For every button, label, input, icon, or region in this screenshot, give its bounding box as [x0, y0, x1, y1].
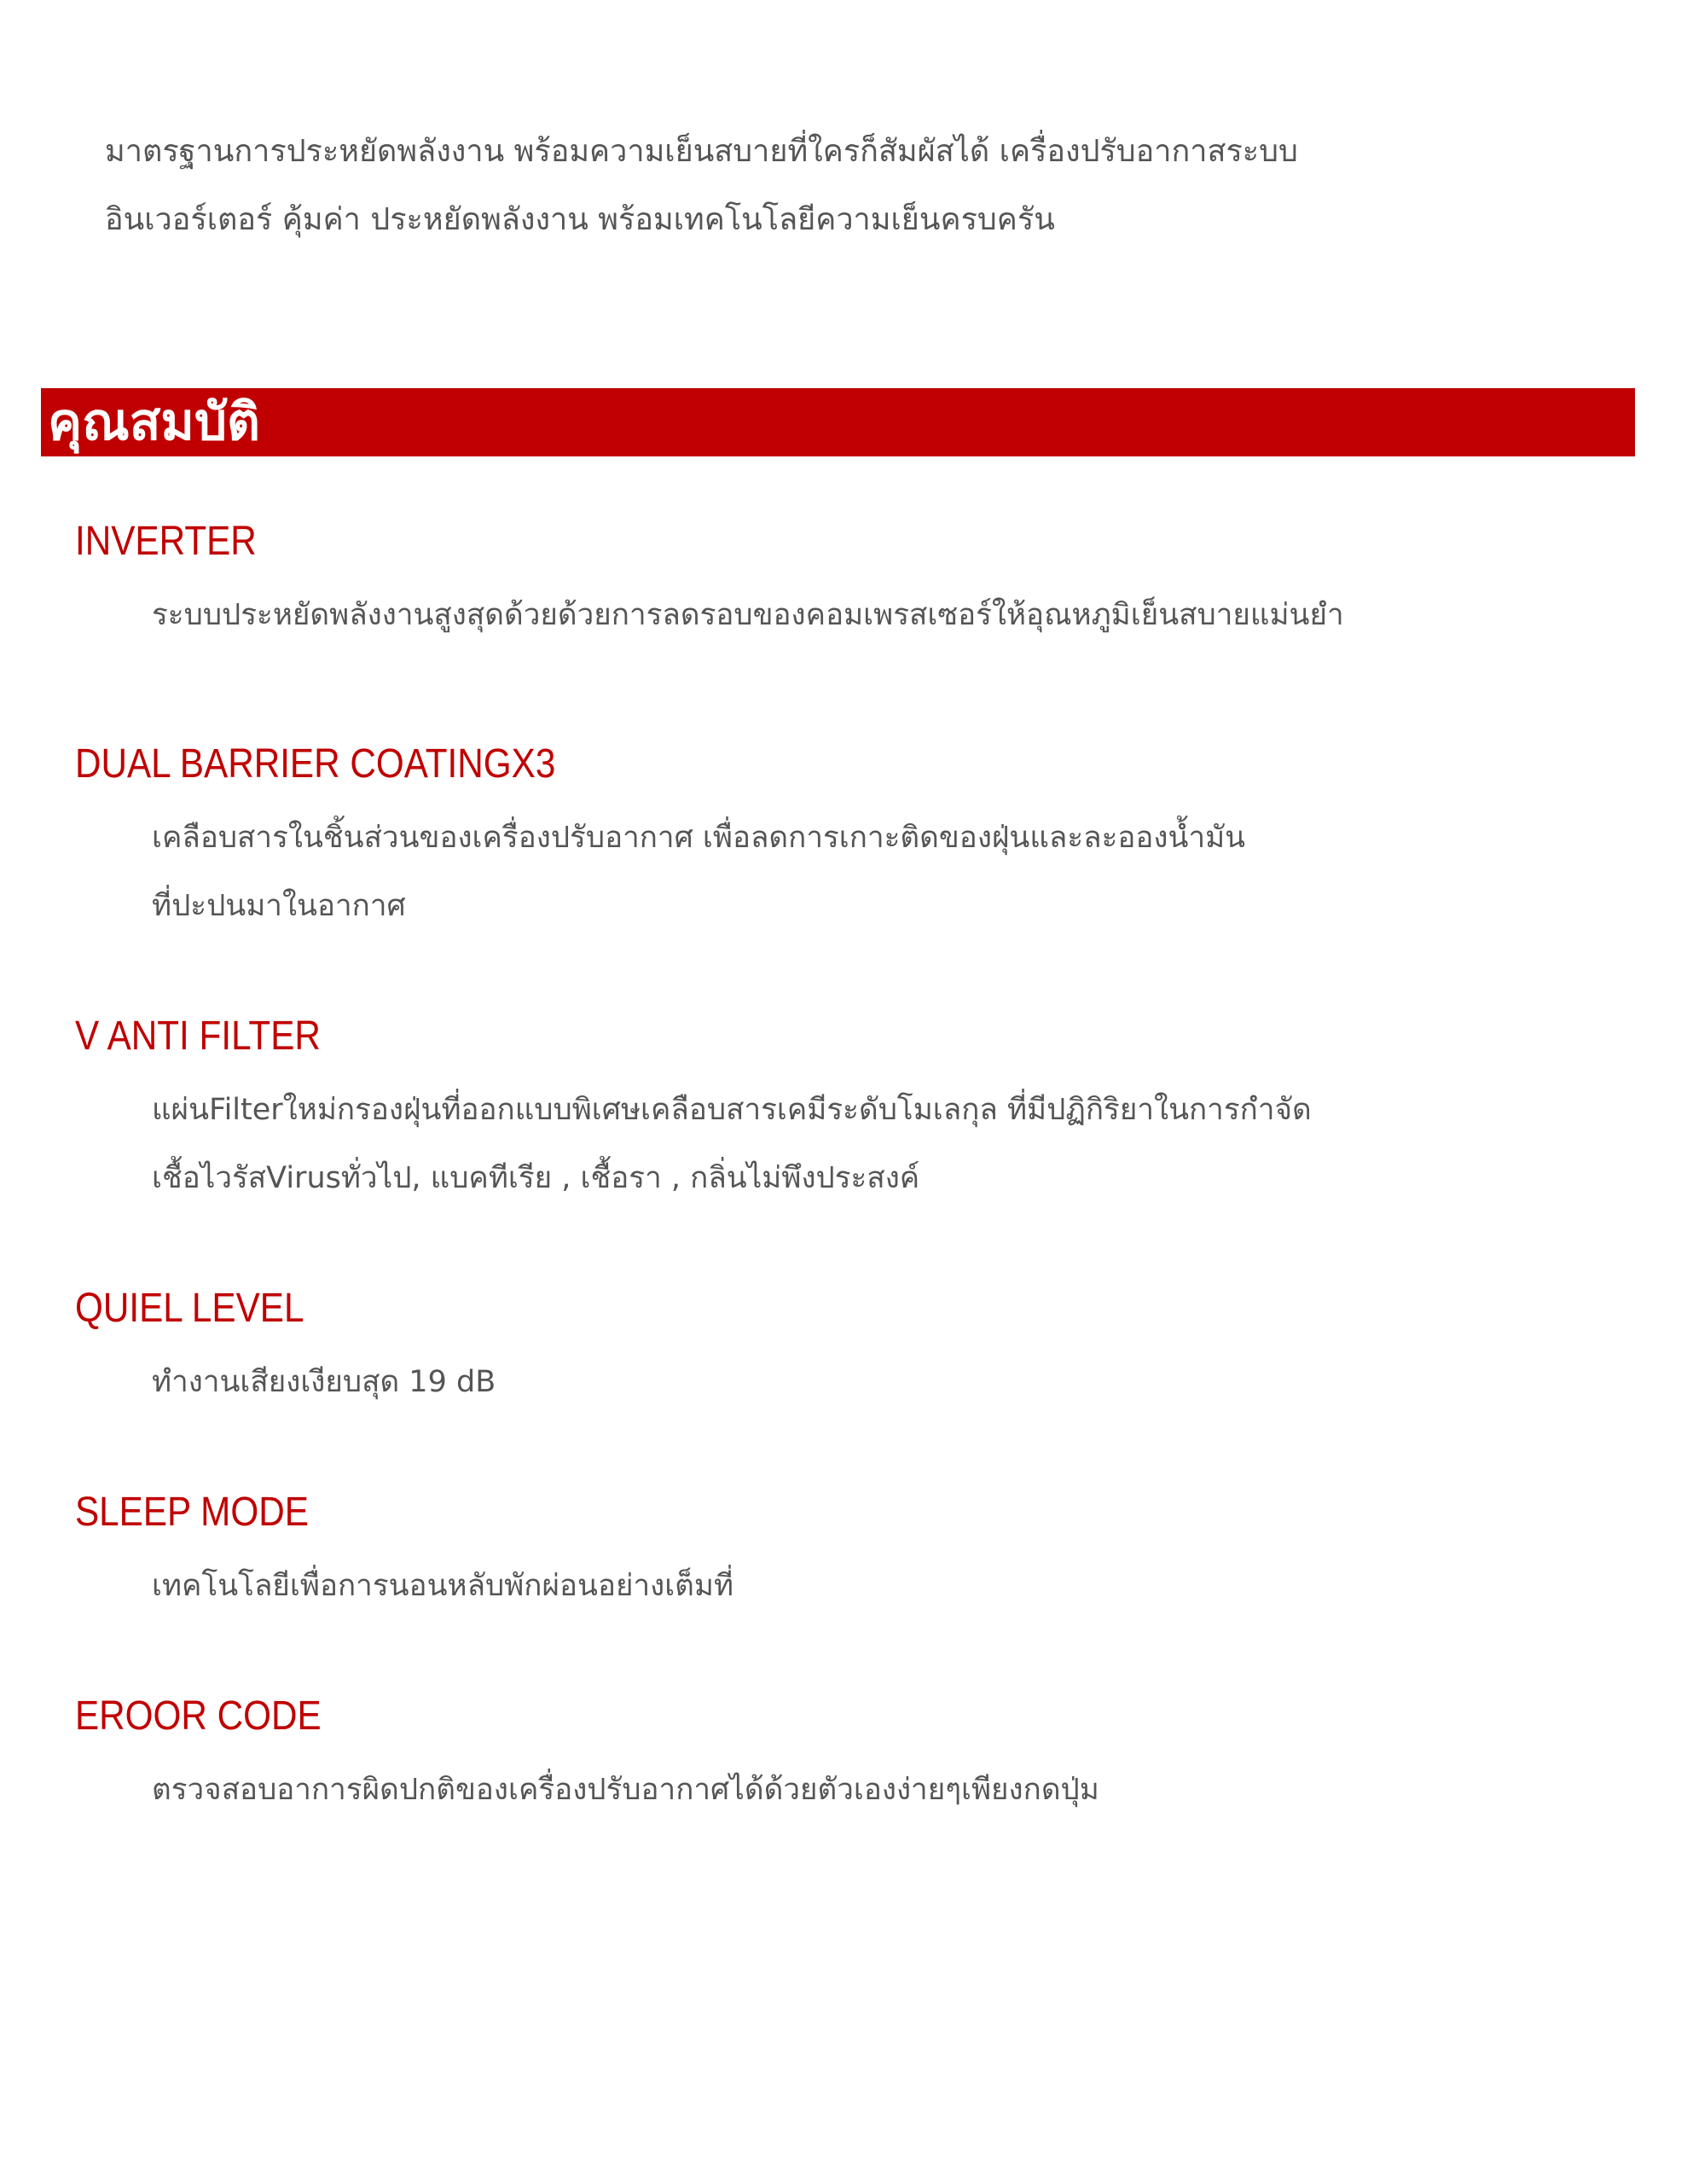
feature-title: QUIEL LEVEL: [75, 1286, 304, 1331]
intro-line: มาตรฐานการประหยัดพลังงาน พร้อมความเย็นสบายที่ใครก็สัมผัสได้ เครื่องปรับอากาสระบบ: [105, 134, 1298, 169]
feature-description: [152, 804, 1610, 940]
feature-description: [152, 1756, 1610, 1824]
feature-title: INVERTER: [75, 519, 257, 564]
feature-title: SLEEP MODE: [75, 1490, 309, 1535]
feature-description: [152, 1076, 1610, 1212]
feature-description-line: ทำงานเสียงเงียบสุด 19 dB: [152, 1365, 496, 1399]
feature-quiet-level: [75, 1283, 1610, 1416]
feature-dual-barrier-coating: [75, 739, 1610, 940]
feature-inverter: [75, 516, 1610, 649]
feature-description-line: ตรวจสอบอาการผิดปกติของเครื่องปรับอากาศได้ด้วยตัวเองง่ายๆเพียงกดปุ่ม: [152, 1773, 1099, 1807]
intro-line: อินเวอร์เตอร์ คุ้มค่า ประหยัดพลังงาน พร้อมเทคโนโลยีความเย็นครบครัน: [105, 202, 1055, 237]
feature-title: V ANTI FILTER: [75, 1014, 321, 1059]
feature-description-line: เชื้อไวรัสVirusทั่วไป, แบคทีเรีย , เชื้อรา , กลิ่นไม่พึงประสงค์: [152, 1161, 920, 1195]
feature-description-line: แผ่นFilterใหม่กรองฝุ่นที่ออกแบบพิเศษเคลือบสารเคมีระดับโมเลกุล ที่มีปฏิกิริยาในการกำจัด: [152, 1093, 1312, 1127]
feature-description: [152, 1552, 1610, 1620]
feature-error-code: [75, 1691, 1610, 1824]
feature-v-anti-filter: [75, 1011, 1610, 1212]
feature-title: EROOR CODE: [75, 1693, 322, 1739]
feature-description-line: ระบบประหยัดพลังงานสูงสุดด้วยด้วยการลดรอบของคอมเพรสเซอร์ให้อุณหภูมิเย็นสบายแม่นยำ: [152, 598, 1344, 632]
feature-description: [152, 581, 1610, 649]
feature-title: DUAL BARRIER COATINGX3: [75, 741, 556, 787]
feature-description-line: เคลือบสารในชิ้นส่วนของเครื่องปรับอากาศ เพื่อลดการเกาะติดของฝุ่นและละอองน้ำมัน: [152, 821, 1246, 855]
feature-description: [152, 1348, 1610, 1416]
feature-description-line: เทคโนโลยีเพื่อการนอนหลับพักผ่อนอย่างเต็มที่: [152, 1569, 734, 1603]
section-title: คุณสมบัติ: [48, 392, 261, 452]
feature-sleep-mode: [75, 1487, 1610, 1620]
feature-description-line: ที่ปะปนมาในอากาศ: [152, 889, 406, 923]
